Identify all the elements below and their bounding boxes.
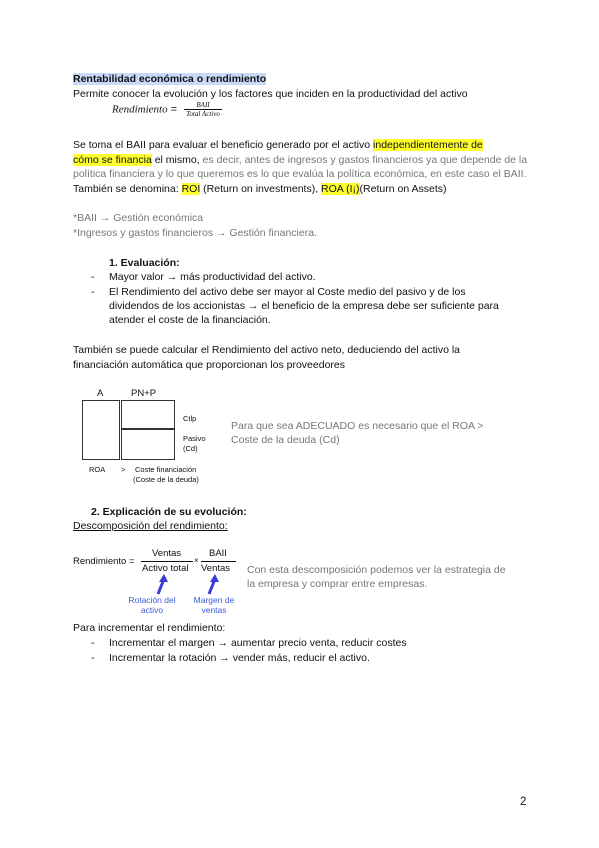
label-greater-than: > xyxy=(121,465,126,474)
decomp-times: × xyxy=(194,556,199,565)
label-rotacion xyxy=(122,595,182,615)
diagram1-note-line2: Coste de la deuda (Cd) xyxy=(231,434,340,446)
para1-text-f: Assets) xyxy=(411,182,447,195)
asset-box xyxy=(82,400,120,460)
label-cd: (Cd) xyxy=(183,444,198,453)
note-baii: *BAII → Gestión económica xyxy=(73,212,204,224)
paragraph-baii xyxy=(73,138,533,196)
para1-text-b: el mismo, xyxy=(151,153,200,166)
increase-title: Para incrementar el rendimiento: xyxy=(73,622,226,634)
label-roa: ROA xyxy=(89,465,106,474)
note-ingresos: *Ingresos y gastos financieros → Gestión financiera. xyxy=(73,227,317,239)
highlight-financia: cómo se financia xyxy=(73,153,152,166)
list-item: dividendos de los accionistas → el beneficio de la empresa debe ser suficiente para xyxy=(109,300,499,312)
para1-text-a: Se toma el BAII para evaluar el beneficio generado por el activo xyxy=(73,139,374,151)
highlight-roi: ROI xyxy=(181,182,201,195)
arrow-up-icon xyxy=(158,574,168,594)
bullet-dash: - xyxy=(91,271,95,283)
subtitle-descomposicion: Descomposición del rendimiento: xyxy=(73,520,228,532)
page-number: 2 xyxy=(520,796,527,808)
label-margen-line1: Margen de xyxy=(193,595,235,605)
decomp-activo-total: Activo total xyxy=(142,563,189,574)
para1-gray-text: es decir, antes de ingresos y gastos financieros ya que depende de la política financiera y lo que queremos es lo que evalúa la política económica, en este caso el BAII. xyxy=(73,153,528,180)
decomp-rendimiento xyxy=(73,556,135,567)
section-evaluacion-title: 1. Evaluación: xyxy=(109,257,180,269)
label-rotacion-line2: activo xyxy=(140,605,164,615)
diagram2-note-line2: la empresa y comprar entre empresas. xyxy=(247,578,428,590)
arrow-up-icon xyxy=(209,574,219,594)
decomp-rendimiento-label: Rendimiento xyxy=(73,556,127,567)
para1-text-e: (Return on xyxy=(359,182,410,195)
label-a: A xyxy=(97,388,104,399)
section-explicacion-title: 2. Explicación de su evolución: xyxy=(91,506,247,518)
label-coste-financiacion: Coste financiación xyxy=(135,465,197,474)
decomp-arrows xyxy=(140,574,240,596)
label-coste-deuda: (Coste de la deuda) xyxy=(133,475,199,484)
formula-numerator: BAII xyxy=(184,101,222,110)
list-item: El Rendimiento del activo debe ser mayor al Coste medio del pasivo y de los xyxy=(109,286,466,298)
bullet-dash: - xyxy=(91,637,95,649)
formula-lhs: Rendimiento xyxy=(112,103,168,116)
bullet-dash: - xyxy=(91,652,95,664)
diagram1-note-line1: Para que sea ADECUADO es necesario que el ROA > xyxy=(231,420,484,432)
decomp-ventas-den: Ventas xyxy=(201,563,231,574)
highlight-independiente: independientemente de xyxy=(373,139,483,151)
formula-fraction xyxy=(184,101,222,118)
heading-text: Rentabilidad económica o rendimiento xyxy=(73,73,267,85)
bullet-dash: - xyxy=(91,286,95,298)
fraction-line-margin xyxy=(201,561,236,562)
formula-eq: = xyxy=(170,103,178,116)
formula xyxy=(112,101,572,118)
para1-text-c: También se denomina: xyxy=(73,182,182,195)
list-item: Incrementar la rotación → vender más, reducir el activo. xyxy=(109,652,370,664)
label-margen-line2: ventas xyxy=(201,605,227,615)
equity-box xyxy=(121,400,175,430)
label-pasivo: Pasivo xyxy=(183,434,206,443)
para1-text-d: (Return on investments), xyxy=(200,182,322,195)
list-item: Incrementar el margen → aumentar precio venta, reducir costes xyxy=(109,637,407,649)
decomp-equals: = xyxy=(128,556,135,567)
fraction-line-rotation xyxy=(141,561,193,562)
label-pn-p: PN+P xyxy=(131,388,157,399)
list-item: atender el coste de la financiación. xyxy=(109,314,271,326)
decomp-ventas: Ventas xyxy=(152,548,182,559)
formula-denominator: Total Activo xyxy=(186,110,220,118)
label-margen xyxy=(186,595,242,615)
label-rotacion-line1: Rotación del xyxy=(128,595,176,605)
para2-line2: financiación automática que proporcionan los proveedores xyxy=(73,359,346,371)
para2-line1: También se puede calcular el Rendimiento del activo neto, deduciendo del activo la xyxy=(73,344,460,356)
section-heading xyxy=(73,72,533,87)
label-ctlp: Ctlp xyxy=(183,414,197,423)
liability-box xyxy=(121,428,175,460)
intro-text: Permite conocer la evolución y los factores que inciden en la productividad del activo xyxy=(73,88,468,100)
list-item: Mayor valor → más productividad del activo. xyxy=(109,271,316,283)
diagram2-note-line1: Con esta descomposición podemos ver la estrategia de xyxy=(247,564,506,576)
highlight-roa: ROA (I¡) xyxy=(321,182,360,195)
decomp-baii: BAII xyxy=(209,548,227,559)
